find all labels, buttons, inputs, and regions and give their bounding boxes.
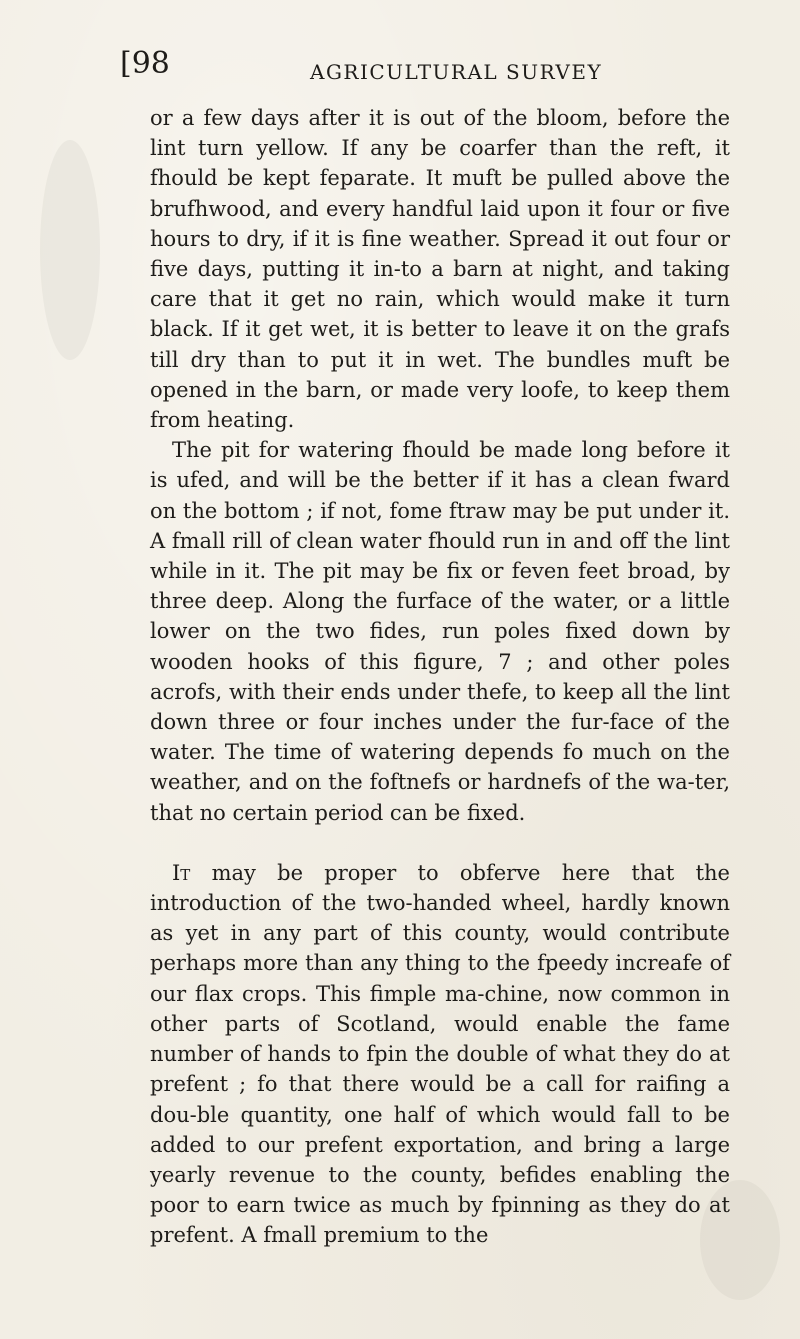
paragraph-two-handed-wheel bbox=[150, 858, 730, 1251]
page-header bbox=[0, 38, 800, 88]
running-head: AGRICULTURAL SURVEY bbox=[310, 60, 603, 84]
paragraph-continued: or a few days after it is out of the bloom, before the lint turn yellow. If any be coarfer than the reft, it fhould be kept feparate. It muft be pulled above the brufhwood, and every handful laid upon it four or five hours to dry, if it is fine weather. Spread it out four or five days, putting it in-to a barn at night, and taking care that it get no rain, which would make it turn black. If it get wet, it is better to leave it on the grafs till dry than to put it in wet. The bundles muft be opened in the barn, or made very loofe, to keep them from heating. bbox=[150, 106, 730, 433]
page-number: [98 bbox=[120, 46, 170, 81]
paragraph-watering-pit: The pit for watering fhould be made long before it is ufed, and will be the better if it has a clean fward on the bottom ; if not, fome ftraw may be put under it. A fmall rill of clean water fhould run in and off the lint while in it. The pit may be fix or feven feet broad, by three deep. Along the furface of the water, or a little lower on the two fides, run poles fixed down by wooden hooks of this figure, 7 ; and other poles acrofs, with their ends under thefe, to keep all the lint down three or four inches under the fur-face of the water. The time of watering depends fo much on the weather, and on the foftnefs or hardnefs of the wa-ter, that no certain period can be fixed. bbox=[150, 438, 730, 825]
paragraph-body: may be proper to obferve here that the introduction of the two-handed wheel, hardly known as yet in any part of this county, would contribute perhaps more than any thing to the fpeedy increafe of our flax crops. This fimple ma-chine, now common in other parts of Scotland, would enable the fame number of hands to fpin the double of what they do at prefent ; fo that there would be a call for raifing a dou-ble quantity, one half of which would fall to be added to our prefent exportation, and bring a large yearly revenue to the county, befides enabling the poor to earn twice as much by fpinning as they do at prefent. A fmall premium to the bbox=[150, 860, 730, 1248]
paragraph-lead-word: It bbox=[172, 860, 191, 885]
paper-stain bbox=[40, 140, 100, 360]
body-text bbox=[150, 103, 730, 1251]
